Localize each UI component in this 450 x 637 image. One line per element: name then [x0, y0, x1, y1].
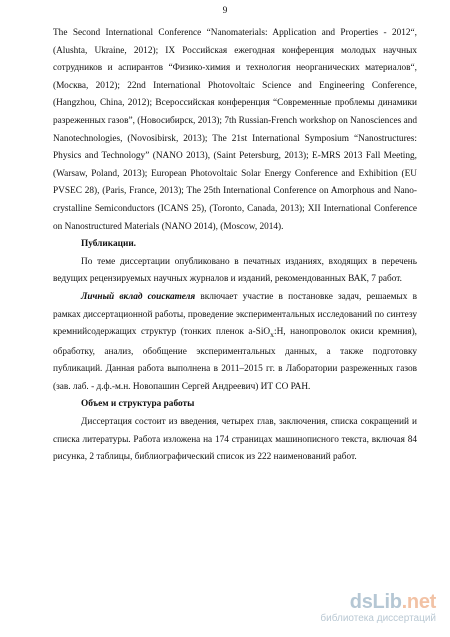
- conferences-paragraph: The Second International Conference “Nanomaterials: Application and Properties - 2012“, (Alushta, Ukraine, 2012); IX Российская ежегодная конференция молодых научных сотрудников и аспирантов “Физико-химия и технология неорганических материалов“, (Москва, 2012); 22nd International Photovoltaic Science and Engineering Conference, (Hangzhou, China, 2012); Всероссийская конференция “Современные проблемы динамики разреженных газов”, (Новосибирск, 2013); 7th Russian-French workshop on Nanosciences and Nanotechnologies, (Novosibirsk, 2013); The 21st International Symposium “Nanostructures: Physics and Technology” (NANO 2013), (Saint Petersburg, 2013); E-MRS 2013 Fall Meeting, (Warsaw, Poland, 2013); European Photovoltaic Solar Energy Conference and Exhibition (EU PVSEC 28), (Paris, France, 2013); The 25th International Conference on Amorphous and Nano-crystalline Semiconductors (ICANS 25), (Toronto, Canada, 2013); XII International Conference on Nanostructured Materials (NANO 2014), (Moscow, 2014).: [53, 28, 417, 232]
- contribution-lead: Личный вклад соискателя: [81, 291, 196, 302]
- contribution-paragraph: [53, 289, 417, 396]
- dslib-logo-main: dsLib: [349, 591, 402, 613]
- dslib-caption: библиотека диссертаций: [320, 613, 436, 624]
- contribution-subscript: x: [270, 329, 274, 339]
- publications-paragraph: По теме диссертации опубликовано в печатных изданиях, входящих в перечень ведущих рецензируемых научных журналов и изданий, рекомендованных ВАК, 7 работ.: [53, 256, 417, 285]
- page-number: 9: [222, 6, 228, 16]
- contribution-text-after: :H, нанопроволок окиси кремния), обработку, анализ, обобщение экспериментальных данных, а также подготовку публикаций. Данная работа выполнена в 2011–2015 гг. в Лаборатории разреженных газов (зав. лаб. - д.ф.-м.н. Новопашин Сергей Андреевич) ИТ СО РАН.: [53, 327, 417, 392]
- publications-heading: Публикации.: [81, 239, 137, 250]
- structure-paragraph: Диссертация состоит из введения, четырех глав, заключения, списка сокращений и списка литературы. Работа изложена на 174 страницах машинописного текста, включая 84 рисунка, 2 таблицы, библиографический список из 222 наименований работ.: [53, 416, 417, 463]
- document-body: [53, 25, 417, 467]
- structure-heading: Объем и структура работы: [81, 399, 195, 410]
- dslib-watermark: [296, 591, 436, 625]
- contribution-text-before: включает участие в постановке задач, решаемых в рамках диссертационной работы, проведение экспериментальных исследований по синтезу кремнийсодержащих структур (тонких пленок a-SiO: [53, 291, 417, 338]
- dslib-logo-tld: .net: [401, 591, 436, 613]
- dslib-logo: [296, 591, 436, 613]
